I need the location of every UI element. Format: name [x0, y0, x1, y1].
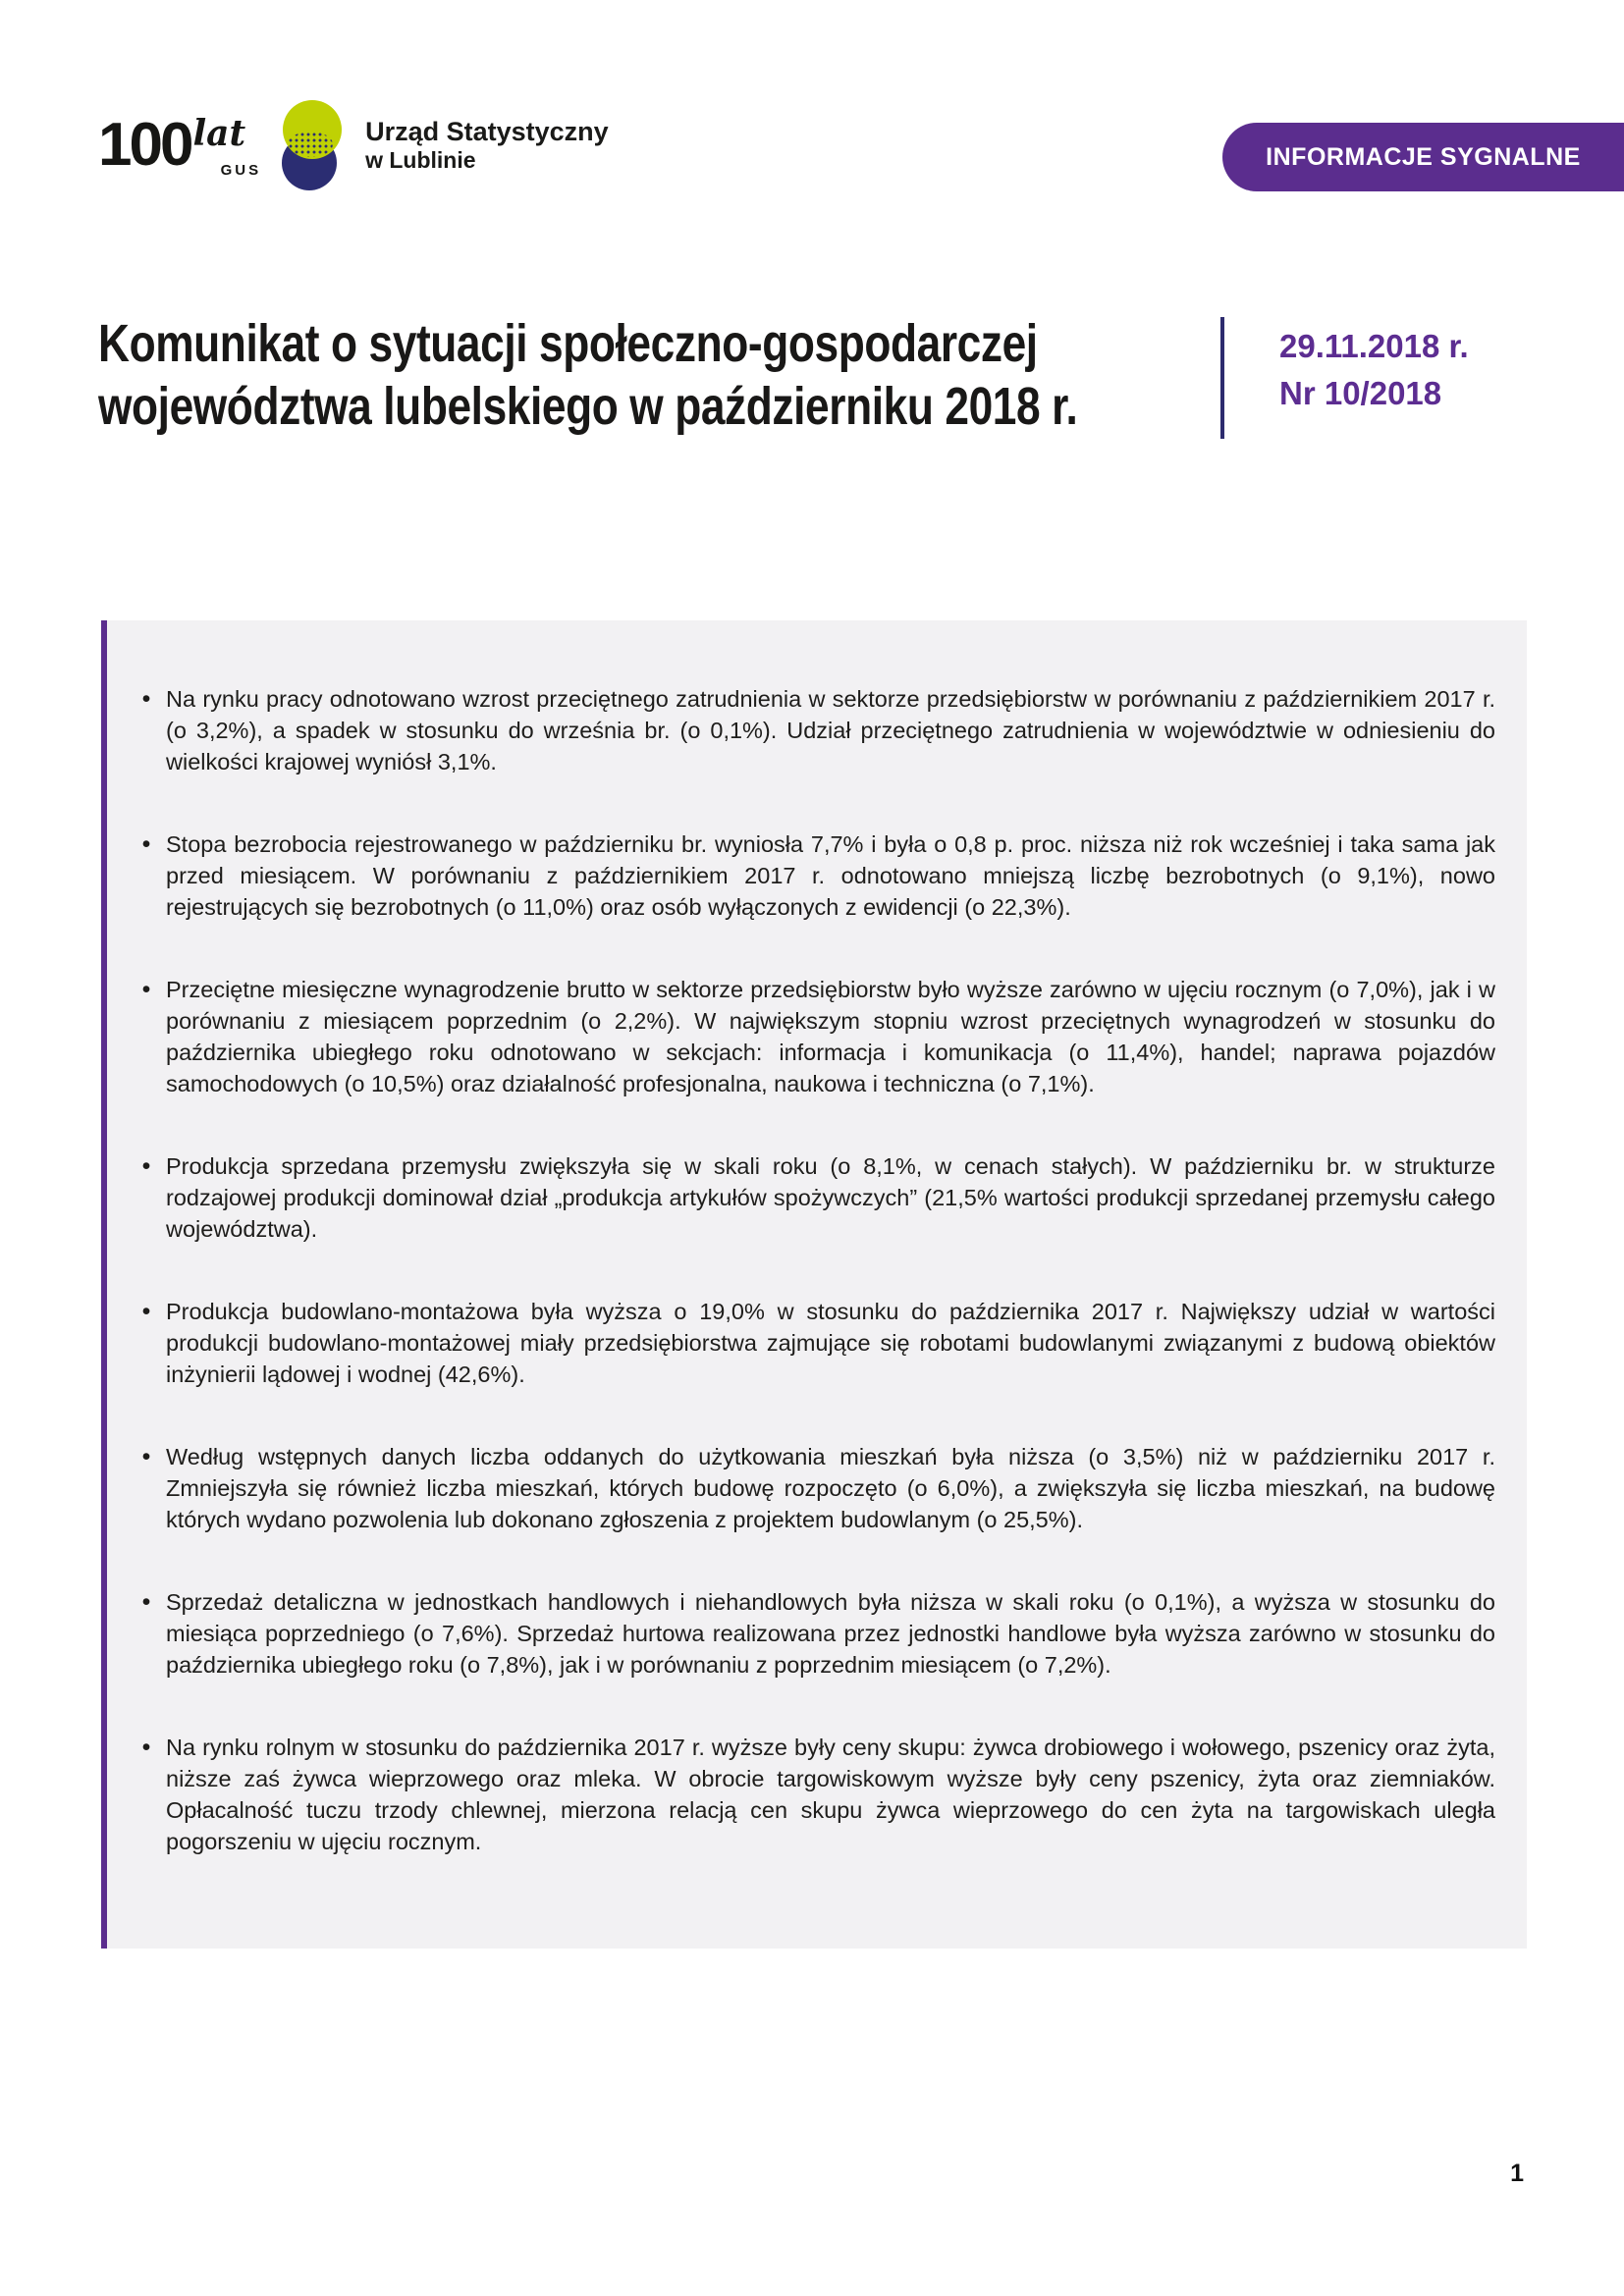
- bullet-text-retail-sales: Sprzedaż detaliczna w jednostkach handlowych i niehandlowych była niższa w skali roku (o 0,1%), a wyższa w stosunku do miesiąca poprzedniego (o 7,6%). Sprzedaż hurtowa realizowana przez jednostki handlowe była wyższa zarówno w stosunku do października ubiegłego roku (o 7,8%), jak i w porównaniu z poprzednim miesiącem (o 7,2%).: [166, 1589, 1495, 1678]
- list-item: [127, 828, 1499, 923]
- list-item: [127, 1296, 1499, 1390]
- list-item: [127, 683, 1499, 777]
- publication-meta: [1279, 317, 1469, 439]
- header-logo-row: [98, 96, 609, 194]
- statistical-office-name: [365, 117, 609, 174]
- org-name-line2: w Lublinie: [365, 147, 476, 173]
- summary-highlights-panel: [101, 620, 1527, 1949]
- org-name-line1: Urząd Statystyczny: [365, 117, 609, 146]
- bullet-text-wages: Przeciętne miesięczne wynagrodzenie brutto w sektorze przedsiębiorstw było wyższe zarówno w ujęciu rocznym (o 7,0%), jak i w porównaniu z miesiącem poprzednim (o 2,2%). W największym stopniu wzrost przeciętnych wynagrodzeń w stosunku do października ubiegłego roku odnotowano w sekcjach: informacja i komunikacja (o 11,4%), handel; naprawa pojazdów samochodowych (o 10,5%) oraz działalność profesjonalna, naukowa i techniczna (o 7,1%).: [166, 977, 1495, 1096]
- page-title: [98, 312, 1077, 438]
- logo-dotted-overlap-icon: [288, 132, 333, 157]
- informacje-sygnalne-badge: [1222, 123, 1624, 191]
- bullet-icon: •: [141, 685, 151, 713]
- bullet-icon: •: [141, 1734, 151, 1761]
- bullet-text-employment: Na rynku pracy odnotowano wzrost przeciętnego zatrudnienia w sektorze przedsiębiorstw w porównaniu z październikiem 2017 r. (o 3,2%), a spadek w stosunku do września br. (o 0,1%). Udział przeciętnego zatrudnienia w województwie w odniesieniu do wielkości krajowej wyniósł 3,1%.: [166, 686, 1495, 774]
- publication-date: 29.11.2018 r.: [1279, 328, 1469, 364]
- list-item: [127, 1441, 1499, 1535]
- bullet-text-agriculture: Na rynku rolnym w stosunku do października 2017 r. wyższe były ceny skupu: żywca drobiowego i wołowego, pszenicy oraz żyta, niższe zaś żywca wieprzowego oraz mleka. W obrocie targowiskowym wyższe były ceny pszenicy, żyta oraz ziemniaków. Opłacalność tuczu trzody chlewnej, mierzona relacją cen skupu żywca wieprzowego do cen żyta na targowiskach uległa pogorszeniu w ujęciu rocznym.: [166, 1735, 1495, 1854]
- bullet-icon: •: [141, 1152, 151, 1180]
- logo-circles-icon: [281, 98, 344, 192]
- bullet-icon: •: [141, 1443, 151, 1470]
- publication-issue-number: Nr 10/2018: [1279, 375, 1442, 411]
- list-item: [127, 1732, 1499, 1857]
- bullet-icon: •: [141, 830, 151, 858]
- bullet-icon: •: [141, 1298, 151, 1325]
- bullet-icon: •: [141, 976, 151, 1003]
- gus-100-years-logo: [98, 111, 262, 180]
- bullet-text-industrial-production: Produkcja sprzedana przemysłu zwiększyła się w skali roku (o 8,1%, w cenach stałych). W październiku br. w strukturze rodzajowej produkcji dominował dział „produkcja artykułów spożywczych” (21,5% wartości produkcji sprzedanej przemysłu całego województwa).: [166, 1153, 1495, 1242]
- list-item: [127, 1150, 1499, 1245]
- logo-100-number: 100: [98, 111, 191, 180]
- page-title-line2: województwa lubelskiego w październiku 2018 r.: [98, 377, 1078, 436]
- bullet-text-unemployment: Stopa bezrobocia rejestrowanego w październiku br. wyniosła 7,7% i była o 0,8 p. proc. niższa niż rok wcześniej i taka sama jak przed miesiącem. W porównaniu z październikiem 2017 r. odnotowano mniejszą liczbę bezrobotnych (o 9,1%), nowo rejestrujących się bezrobotnych (o 11,0%) oraz osób wyłączonych z ewidencji (o 22,3%).: [166, 831, 1495, 920]
- logo-gus-word: GUS: [220, 161, 262, 179]
- logo-lat-word: lat: [192, 113, 246, 155]
- page-title-line1: Komunikat o sytuacji społeczno-gospodarczej: [98, 314, 1038, 373]
- page-number: 1: [1510, 2160, 1524, 2187]
- badge-label: INFORMACJE SYGNALNE: [1266, 142, 1581, 171]
- list-item: [127, 974, 1499, 1099]
- bullet-icon: •: [141, 1588, 151, 1616]
- list-item: [127, 1586, 1499, 1681]
- bullet-text-construction: Produkcja budowlano-montażowa była wyższa o 19,0% w stosunku do października 2017 r. Największy udział w wartości produkcji budowlano-montażowej miały przedsiębiorstwa zajmujące się robotami budowlanymi związanymi z budową obiektów inżynierii lądowej i wodnej (42,6%).: [166, 1299, 1495, 1387]
- title-separator-line: [1220, 317, 1224, 439]
- title-meta: [1220, 317, 1469, 439]
- bullet-text-housing: Według wstępnych danych liczba oddanych do użytkowania mieszkań była niższa (o 3,5%) niż w październiku 2017 r. Zmniejszyła się również liczba mieszkań, których budowę rozpoczęto (o 6,0%), a zwiększyła się liczba mieszkań, na budowę których wydano pozwolenia lub dokonano zgłoszenia z projektem budowlanym (o 25,5%).: [166, 1444, 1495, 1532]
